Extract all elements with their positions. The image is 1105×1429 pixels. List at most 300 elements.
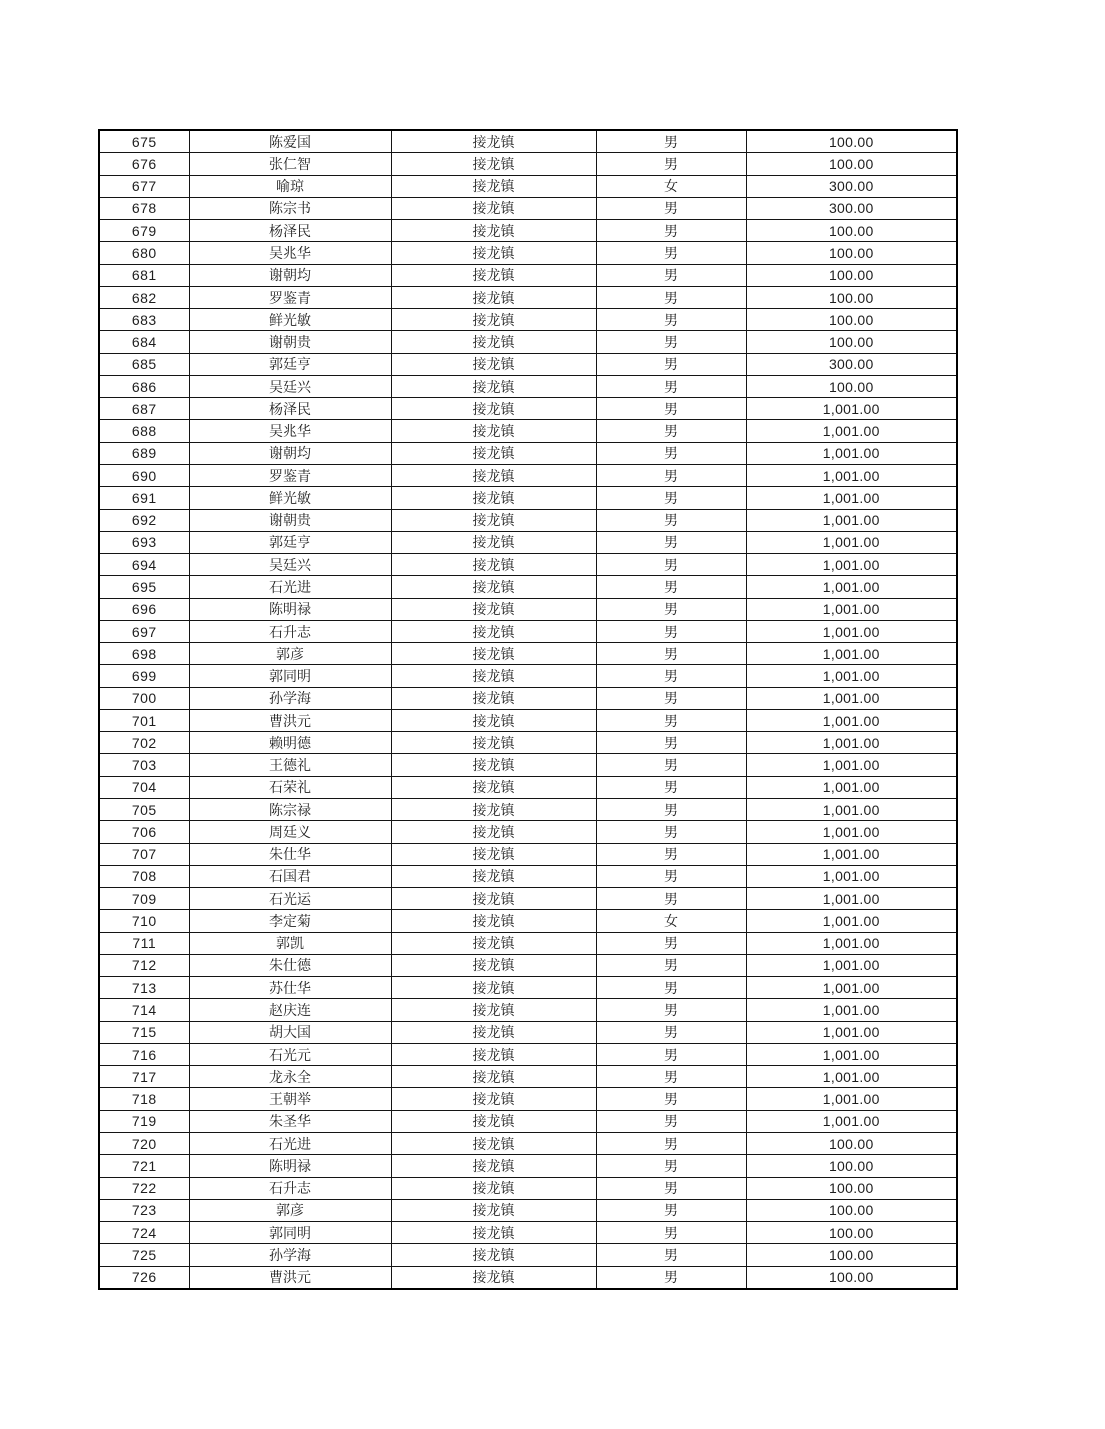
cell-name: 龙永全 — [189, 1066, 391, 1088]
cell-amount: 100.00 — [746, 220, 957, 242]
cell-town: 接龙镇 — [391, 665, 596, 687]
cell-name: 吴兆华 — [189, 242, 391, 264]
cell-amount: 100.00 — [746, 264, 957, 286]
table-row — [99, 1177, 957, 1199]
cell-gender: 女 — [596, 175, 746, 197]
cell-id: 676 — [99, 153, 189, 175]
cell-amount: 1,001.00 — [746, 687, 957, 709]
cell-gender: 男 — [596, 1110, 746, 1132]
cell-town: 接龙镇 — [391, 175, 596, 197]
cell-amount: 1,001.00 — [746, 598, 957, 620]
cell-town: 接龙镇 — [391, 1066, 596, 1088]
cell-name: 吴廷兴 — [189, 554, 391, 576]
cell-id: 704 — [99, 776, 189, 798]
cell-town: 接龙镇 — [391, 1088, 596, 1110]
cell-amount: 100.00 — [746, 1199, 957, 1221]
cell-name: 朱圣华 — [189, 1110, 391, 1132]
cell-name: 谢朝贵 — [189, 331, 391, 353]
table-row — [99, 1066, 957, 1088]
cell-amount: 1,001.00 — [746, 620, 957, 642]
cell-id: 681 — [99, 264, 189, 286]
cell-town: 接龙镇 — [391, 153, 596, 175]
cell-gender: 男 — [596, 442, 746, 464]
cell-gender: 男 — [596, 465, 746, 487]
table-row — [99, 643, 957, 665]
cell-gender: 男 — [596, 130, 746, 153]
cell-id: 686 — [99, 375, 189, 397]
cell-amount: 1,001.00 — [746, 487, 957, 509]
cell-id: 692 — [99, 509, 189, 531]
cell-gender: 男 — [596, 732, 746, 754]
cell-id: 717 — [99, 1066, 189, 1088]
cell-amount: 100.00 — [746, 130, 957, 153]
table-row — [99, 687, 957, 709]
table-row — [99, 442, 957, 464]
table-body — [99, 130, 957, 1289]
cell-name: 孙学海 — [189, 687, 391, 709]
cell-gender: 男 — [596, 754, 746, 776]
cell-name: 罗鉴青 — [189, 286, 391, 308]
cell-town: 接龙镇 — [391, 353, 596, 375]
cell-amount: 1,001.00 — [746, 910, 957, 932]
cell-gender: 男 — [596, 665, 746, 687]
cell-amount: 100.00 — [746, 286, 957, 308]
cell-amount: 1,001.00 — [746, 465, 957, 487]
cell-id: 718 — [99, 1088, 189, 1110]
cell-id: 680 — [99, 242, 189, 264]
cell-amount: 1,001.00 — [746, 665, 957, 687]
cell-id: 700 — [99, 687, 189, 709]
cell-name: 罗鉴青 — [189, 465, 391, 487]
table-row — [99, 398, 957, 420]
cell-name: 孙学海 — [189, 1244, 391, 1266]
table-row — [99, 197, 957, 219]
cell-amount: 1,001.00 — [746, 509, 957, 531]
cell-id: 720 — [99, 1132, 189, 1154]
cell-name: 石光进 — [189, 576, 391, 598]
cell-gender: 男 — [596, 932, 746, 954]
cell-town: 接龙镇 — [391, 888, 596, 910]
cell-gender: 男 — [596, 620, 746, 642]
cell-name: 朱仕华 — [189, 843, 391, 865]
cell-amount: 300.00 — [746, 353, 957, 375]
cell-amount: 1,001.00 — [746, 776, 957, 798]
cell-id: 688 — [99, 420, 189, 442]
cell-town: 接龙镇 — [391, 420, 596, 442]
table-row — [99, 487, 957, 509]
cell-gender: 男 — [596, 1266, 746, 1289]
cell-amount: 1,001.00 — [746, 1066, 957, 1088]
table-row — [99, 1088, 957, 1110]
cell-amount: 1,001.00 — [746, 843, 957, 865]
cell-gender: 男 — [596, 1199, 746, 1221]
cell-town: 接龙镇 — [391, 977, 596, 999]
table-row — [99, 598, 957, 620]
cell-id: 678 — [99, 197, 189, 219]
cell-gender: 男 — [596, 1155, 746, 1177]
cell-town: 接龙镇 — [391, 932, 596, 954]
cell-amount: 100.00 — [746, 1266, 957, 1289]
table-row — [99, 576, 957, 598]
cell-amount: 1,001.00 — [746, 821, 957, 843]
cell-id: 694 — [99, 554, 189, 576]
cell-id: 687 — [99, 398, 189, 420]
cell-id: 719 — [99, 1110, 189, 1132]
cell-town: 接龙镇 — [391, 242, 596, 264]
table-row — [99, 999, 957, 1021]
table-row — [99, 175, 957, 197]
cell-amount: 1,001.00 — [746, 732, 957, 754]
cell-town: 接龙镇 — [391, 531, 596, 553]
cell-town: 接龙镇 — [391, 821, 596, 843]
cell-id: 682 — [99, 286, 189, 308]
cell-name: 陈明禄 — [189, 598, 391, 620]
cell-id: 708 — [99, 865, 189, 887]
cell-name: 谢朝贵 — [189, 509, 391, 531]
cell-id: 721 — [99, 1155, 189, 1177]
cell-name: 郭同明 — [189, 1222, 391, 1244]
cell-name: 周廷义 — [189, 821, 391, 843]
table-row — [99, 821, 957, 843]
cell-gender: 男 — [596, 398, 746, 420]
cell-amount: 100.00 — [746, 1132, 957, 1154]
cell-gender: 男 — [596, 776, 746, 798]
cell-gender: 男 — [596, 865, 746, 887]
cell-gender: 男 — [596, 843, 746, 865]
cell-amount: 1,001.00 — [746, 999, 957, 1021]
cell-amount: 1,001.00 — [746, 1043, 957, 1065]
cell-id: 697 — [99, 620, 189, 642]
cell-town: 接龙镇 — [391, 309, 596, 331]
cell-id: 726 — [99, 1266, 189, 1289]
cell-town: 接龙镇 — [391, 487, 596, 509]
table-row — [99, 220, 957, 242]
table-row — [99, 420, 957, 442]
table-row — [99, 1244, 957, 1266]
table-row — [99, 242, 957, 264]
cell-id: 705 — [99, 799, 189, 821]
cell-name: 石升志 — [189, 620, 391, 642]
cell-name: 郭彦 — [189, 643, 391, 665]
cell-id: 711 — [99, 932, 189, 954]
cell-gender: 男 — [596, 220, 746, 242]
table-row — [99, 665, 957, 687]
cell-gender: 男 — [596, 375, 746, 397]
cell-amount: 1,001.00 — [746, 709, 957, 731]
cell-name: 赖明德 — [189, 732, 391, 754]
cell-gender: 女 — [596, 910, 746, 932]
table-row — [99, 554, 957, 576]
cell-name: 苏仕华 — [189, 977, 391, 999]
table-row — [99, 264, 957, 286]
table-row — [99, 977, 957, 999]
cell-name: 石升志 — [189, 1177, 391, 1199]
cell-id: 696 — [99, 598, 189, 620]
cell-name: 陈宗书 — [189, 197, 391, 219]
cell-town: 接龙镇 — [391, 910, 596, 932]
cell-name: 胡大国 — [189, 1021, 391, 1043]
cell-town: 接龙镇 — [391, 509, 596, 531]
cell-town: 接龙镇 — [391, 687, 596, 709]
cell-town: 接龙镇 — [391, 130, 596, 153]
cell-amount: 1,001.00 — [746, 865, 957, 887]
cell-name: 郭凯 — [189, 932, 391, 954]
cell-amount: 1,001.00 — [746, 799, 957, 821]
cell-id: 715 — [99, 1021, 189, 1043]
cell-name: 鲜光敏 — [189, 487, 391, 509]
cell-gender: 男 — [596, 531, 746, 553]
cell-name: 郭廷亨 — [189, 531, 391, 553]
cell-id: 707 — [99, 843, 189, 865]
cell-name: 石光元 — [189, 1043, 391, 1065]
cell-amount: 1,001.00 — [746, 643, 957, 665]
cell-name: 谢朝均 — [189, 442, 391, 464]
cell-amount: 100.00 — [746, 1244, 957, 1266]
cell-amount: 1,001.00 — [746, 1088, 957, 1110]
payment-table — [98, 129, 958, 1290]
cell-amount: 100.00 — [746, 331, 957, 353]
cell-gender: 男 — [596, 309, 746, 331]
cell-name: 吴廷兴 — [189, 375, 391, 397]
cell-id: 699 — [99, 665, 189, 687]
cell-name: 郭彦 — [189, 1199, 391, 1221]
cell-town: 接龙镇 — [391, 1155, 596, 1177]
table-row — [99, 375, 957, 397]
cell-id: 698 — [99, 643, 189, 665]
cell-town: 接龙镇 — [391, 1222, 596, 1244]
table-row — [99, 309, 957, 331]
cell-town: 接龙镇 — [391, 1177, 596, 1199]
cell-name: 赵庆连 — [189, 999, 391, 1021]
table-row — [99, 465, 957, 487]
cell-gender: 男 — [596, 420, 746, 442]
cell-id: 725 — [99, 1244, 189, 1266]
cell-gender: 男 — [596, 242, 746, 264]
cell-gender: 男 — [596, 1132, 746, 1154]
table-row — [99, 353, 957, 375]
table-row — [99, 776, 957, 798]
cell-id: 695 — [99, 576, 189, 598]
cell-id: 712 — [99, 954, 189, 976]
cell-amount: 1,001.00 — [746, 932, 957, 954]
table-row — [99, 932, 957, 954]
cell-amount: 1,001.00 — [746, 554, 957, 576]
cell-town: 接龙镇 — [391, 331, 596, 353]
table-row — [99, 865, 957, 887]
cell-id: 693 — [99, 531, 189, 553]
table-row — [99, 1110, 957, 1132]
cell-town: 接龙镇 — [391, 732, 596, 754]
table-row — [99, 910, 957, 932]
cell-town: 接龙镇 — [391, 843, 596, 865]
cell-amount: 1,001.00 — [746, 954, 957, 976]
cell-amount: 300.00 — [746, 197, 957, 219]
cell-gender: 男 — [596, 709, 746, 731]
cell-name: 杨泽民 — [189, 220, 391, 242]
table-row — [99, 732, 957, 754]
cell-amount: 1,001.00 — [746, 576, 957, 598]
cell-amount: 1,001.00 — [746, 1110, 957, 1132]
cell-name: 石国君 — [189, 865, 391, 887]
cell-gender: 男 — [596, 643, 746, 665]
cell-town: 接龙镇 — [391, 264, 596, 286]
cell-amount: 100.00 — [746, 1222, 957, 1244]
table-row — [99, 1132, 957, 1154]
cell-name: 陈宗禄 — [189, 799, 391, 821]
cell-amount: 100.00 — [746, 1155, 957, 1177]
cell-id: 690 — [99, 465, 189, 487]
cell-id: 691 — [99, 487, 189, 509]
table-row — [99, 130, 957, 153]
cell-amount: 1,001.00 — [746, 442, 957, 464]
table-row — [99, 1199, 957, 1221]
cell-gender: 男 — [596, 1043, 746, 1065]
cell-amount: 1,001.00 — [746, 977, 957, 999]
cell-amount: 100.00 — [746, 375, 957, 397]
cell-name: 朱仕德 — [189, 954, 391, 976]
cell-gender: 男 — [596, 509, 746, 531]
table-row — [99, 954, 957, 976]
cell-town: 接龙镇 — [391, 865, 596, 887]
cell-town: 接龙镇 — [391, 1266, 596, 1289]
cell-name: 喻琼 — [189, 175, 391, 197]
cell-name: 陈爱国 — [189, 130, 391, 153]
cell-gender: 男 — [596, 954, 746, 976]
cell-name: 谢朝均 — [189, 264, 391, 286]
cell-id: 701 — [99, 709, 189, 731]
cell-id: 675 — [99, 130, 189, 153]
cell-name: 石荣礼 — [189, 776, 391, 798]
cell-town: 接龙镇 — [391, 1244, 596, 1266]
cell-gender: 男 — [596, 687, 746, 709]
cell-id: 683 — [99, 309, 189, 331]
table-row — [99, 843, 957, 865]
cell-gender: 男 — [596, 888, 746, 910]
cell-town: 接龙镇 — [391, 1199, 596, 1221]
cell-id: 709 — [99, 888, 189, 910]
cell-name: 陈明禄 — [189, 1155, 391, 1177]
cell-amount: 1,001.00 — [746, 531, 957, 553]
cell-amount: 1,001.00 — [746, 1021, 957, 1043]
cell-id: 689 — [99, 442, 189, 464]
cell-town: 接龙镇 — [391, 1132, 596, 1154]
cell-amount: 1,001.00 — [746, 754, 957, 776]
cell-name: 鲜光敏 — [189, 309, 391, 331]
cell-gender: 男 — [596, 799, 746, 821]
cell-name: 曹洪元 — [189, 1266, 391, 1289]
cell-gender: 男 — [596, 1066, 746, 1088]
cell-town: 接龙镇 — [391, 1110, 596, 1132]
cell-id: 714 — [99, 999, 189, 1021]
cell-id: 703 — [99, 754, 189, 776]
cell-gender: 男 — [596, 286, 746, 308]
cell-gender: 男 — [596, 576, 746, 598]
cell-id: 716 — [99, 1043, 189, 1065]
table-row — [99, 1021, 957, 1043]
cell-id: 710 — [99, 910, 189, 932]
cell-gender: 男 — [596, 554, 746, 576]
cell-town: 接龙镇 — [391, 442, 596, 464]
cell-name: 郭同明 — [189, 665, 391, 687]
table-row — [99, 531, 957, 553]
cell-id: 679 — [99, 220, 189, 242]
cell-name: 吴兆华 — [189, 420, 391, 442]
cell-town: 接龙镇 — [391, 776, 596, 798]
cell-gender: 男 — [596, 1244, 746, 1266]
cell-gender: 男 — [596, 999, 746, 1021]
cell-gender: 男 — [596, 1088, 746, 1110]
cell-gender: 男 — [596, 197, 746, 219]
table-row — [99, 1222, 957, 1244]
table-row — [99, 799, 957, 821]
cell-name: 王德礼 — [189, 754, 391, 776]
cell-gender: 男 — [596, 1222, 746, 1244]
cell-amount: 100.00 — [746, 242, 957, 264]
cell-id: 724 — [99, 1222, 189, 1244]
cell-town: 接龙镇 — [391, 709, 596, 731]
cell-gender: 男 — [596, 821, 746, 843]
cell-id: 713 — [99, 977, 189, 999]
cell-gender: 男 — [596, 264, 746, 286]
cell-name: 石光运 — [189, 888, 391, 910]
cell-town: 接龙镇 — [391, 954, 596, 976]
table-row — [99, 1155, 957, 1177]
cell-town: 接龙镇 — [391, 620, 596, 642]
cell-gender: 男 — [596, 487, 746, 509]
cell-id: 677 — [99, 175, 189, 197]
table-row — [99, 153, 957, 175]
cell-town: 接龙镇 — [391, 375, 596, 397]
cell-amount: 1,001.00 — [746, 888, 957, 910]
cell-amount: 100.00 — [746, 1177, 957, 1199]
cell-town: 接龙镇 — [391, 999, 596, 1021]
cell-town: 接龙镇 — [391, 799, 596, 821]
cell-name: 郭廷亨 — [189, 353, 391, 375]
table-row — [99, 709, 957, 731]
cell-amount: 100.00 — [746, 153, 957, 175]
table-row — [99, 620, 957, 642]
cell-town: 接龙镇 — [391, 220, 596, 242]
cell-town: 接龙镇 — [391, 643, 596, 665]
cell-town: 接龙镇 — [391, 598, 596, 620]
cell-id: 684 — [99, 331, 189, 353]
cell-amount: 100.00 — [746, 309, 957, 331]
table-row — [99, 1266, 957, 1289]
table-row — [99, 888, 957, 910]
cell-amount: 1,001.00 — [746, 420, 957, 442]
cell-name: 曹洪元 — [189, 709, 391, 731]
cell-gender: 男 — [596, 1021, 746, 1043]
cell-id: 706 — [99, 821, 189, 843]
table-row — [99, 286, 957, 308]
cell-name: 张仁智 — [189, 153, 391, 175]
cell-town: 接龙镇 — [391, 1021, 596, 1043]
cell-name: 石光进 — [189, 1132, 391, 1154]
cell-name: 杨泽民 — [189, 398, 391, 420]
cell-town: 接龙镇 — [391, 197, 596, 219]
cell-town: 接龙镇 — [391, 554, 596, 576]
table-row — [99, 509, 957, 531]
cell-gender: 男 — [596, 331, 746, 353]
cell-gender: 男 — [596, 598, 746, 620]
cell-town: 接龙镇 — [391, 286, 596, 308]
cell-town: 接龙镇 — [391, 398, 596, 420]
cell-town: 接龙镇 — [391, 754, 596, 776]
cell-id: 723 — [99, 1199, 189, 1221]
cell-amount: 1,001.00 — [746, 398, 957, 420]
cell-name: 王朝举 — [189, 1088, 391, 1110]
table-row — [99, 754, 957, 776]
